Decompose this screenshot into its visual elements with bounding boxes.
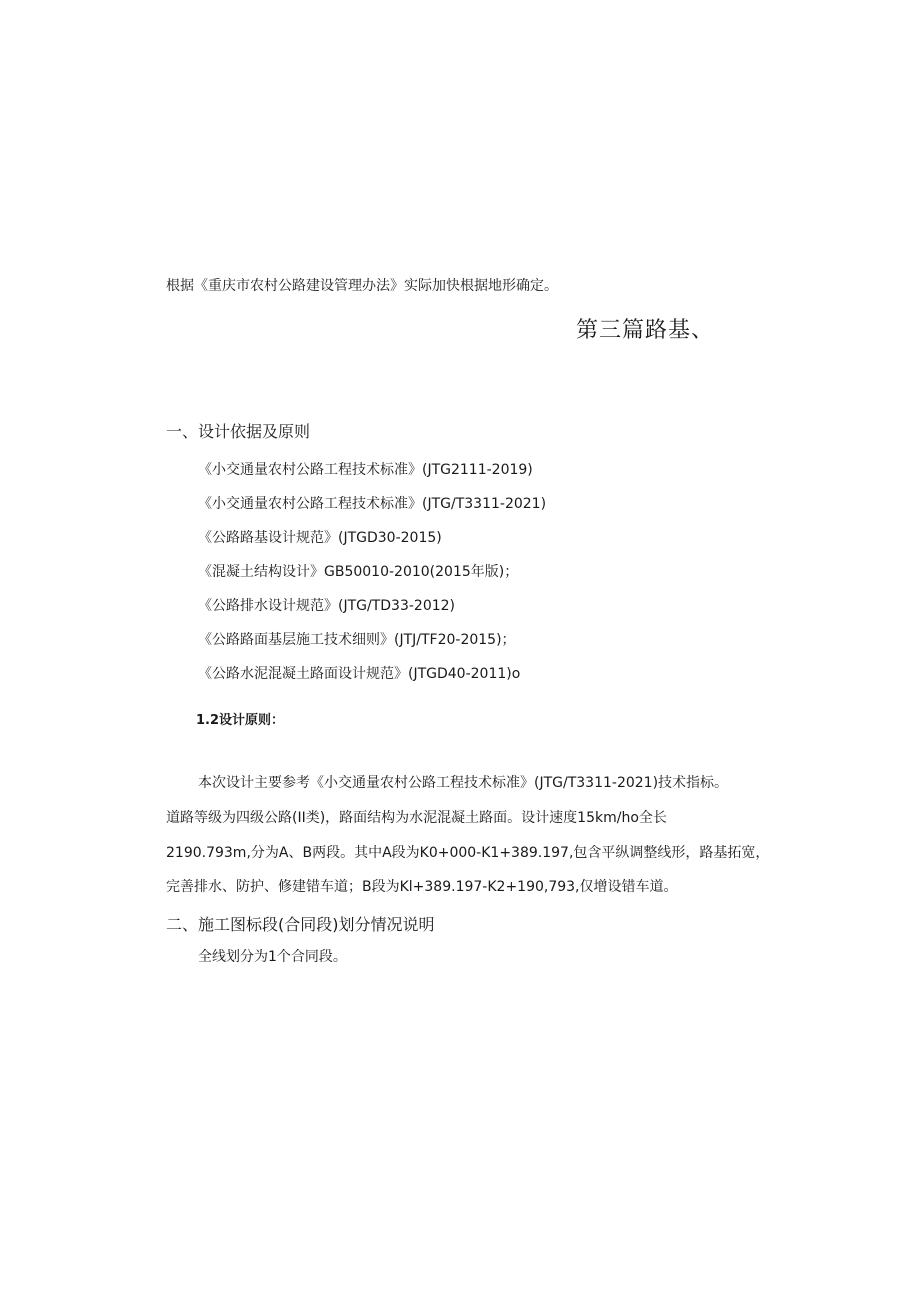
principles-paragraph-line-2: 道路等级为四级公路(II类)，路面结构为水泥混凝土路面。设计速度15km/ho全长 [166,810,667,826]
reference-item-1: 《小交通量农村公路工程技术标准》(JTG2111-2019) [198,462,533,478]
principles-paragraph-line-3: 2190.793m,分为A、B两段。其中A段为K0+000-K1+389.197,包含平纵调整线形，路基拓宽， [166,845,770,861]
section-2-heading: 二、施工图标段(合同段)划分情况说明 [166,915,435,934]
section-2-paragraph: 全线划分为1个合同段。 [198,949,347,965]
design-principles-subheading: 1.2设计原则： [196,713,285,728]
reference-item-7: 《公路水泥混凝土路面设计规范》(JTGD40-2011)o [198,666,521,682]
intro-text: 根据《重庆市农村公路建设管理办法》实际加快根据地形确定。 [166,278,558,294]
principles-paragraph-line-4: 完善排水、防护、修建错车道；B段为Kl+389.197-K2+190,793,仅增设错车道。 [166,879,678,895]
principles-paragraph-line-1: 本次设计主要参考《小交通量农村公路工程技术标准》(JTG/T3311-2021)技术指标。 [198,775,729,791]
reference-item-3: 《公路路基设计规范》(JTGD30-2015) [198,530,442,546]
section-1-heading: 一、设计依据及原则 [166,422,311,441]
reference-item-4: 《混凝土结构设计》GB50010-2010(2015年版)； [198,564,519,580]
reference-item-6: 《公路路面基层施工技术细则》(JTJ/TF20-2015)； [198,632,516,648]
reference-item-5: 《公路排水设计规范》(JTG/TD33-2012) [198,598,455,614]
part-title: 第三篇路基、 [576,318,715,343]
reference-item-2: 《小交通量农村公路工程技术标准》(JTG/T3311-2021) [198,496,547,512]
